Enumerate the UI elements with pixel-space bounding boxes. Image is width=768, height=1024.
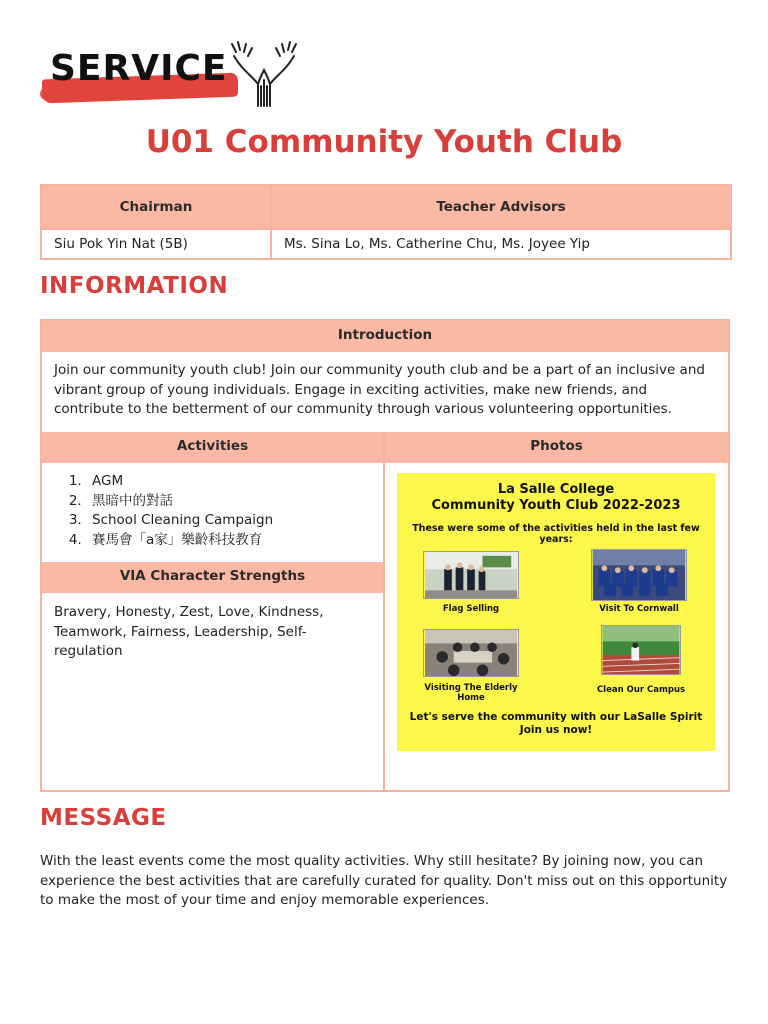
photos-header: Photos — [385, 432, 728, 463]
poster-footer-line2: Join us now! — [519, 724, 593, 736]
logo-word: SERVICE — [50, 48, 228, 89]
activities-column — [42, 463, 385, 790]
via-header: VIA Character Strengths — [42, 562, 383, 593]
activities-list — [86, 472, 383, 550]
club-poster — [397, 473, 715, 751]
list-item: 3. School Cleaning Campaign — [86, 511, 383, 531]
page-title: U01 Community Youth Club — [145, 124, 623, 160]
information-box — [40, 319, 730, 792]
list-item: 2. 黑暗中的對話 — [86, 492, 383, 512]
leadership-table — [40, 184, 732, 260]
introduction-text: Join our community youth club! Join our community youth club and be a part of an inclusive and vibrant group of young individuals. Engage in exciting activities, make new friends, and contribute to the betterment of our community through various volunteering opportunities. — [54, 362, 705, 417]
chairman-header: Chairman — [41, 185, 271, 229]
activities-photos-header-row — [42, 432, 728, 463]
list-item: 1. AGM — [86, 472, 383, 492]
logo-brush-stroke-tail — [40, 88, 120, 100]
poster-club-title: Community Youth Club 2022-2023 — [431, 498, 681, 513]
raised-hands-icon — [228, 40, 300, 108]
poster-school: La Salle College — [497, 482, 615, 497]
caption-visit-cornwall: Visit To Cornwall — [599, 604, 679, 614]
chairman-value: Siu Pok Yin Nat (5B) — [41, 229, 271, 259]
caption-flag-selling: Flag Selling — [442, 604, 500, 614]
poster-footer — [397, 711, 715, 737]
visit-cornwall-photo — [591, 549, 687, 601]
elderly-home-photo — [423, 629, 519, 677]
list-item: 4. 賽馬會「a家」樂齡科技教育 — [86, 531, 383, 551]
caption-clean-campus: Clean Our Campus — [596, 685, 686, 695]
via-text: Bravery, Honesty, Zest, Love, Kindness, Teamwork, Fairness, Leadership, Self-regulation — [54, 604, 324, 659]
clean-campus-photo — [601, 625, 681, 675]
photos-column — [385, 463, 728, 790]
caption-elderly-home: Visiting The Elderly Home — [424, 683, 518, 703]
advisors-value: Ms. Sina Lo, Ms. Catherine Chu, Ms. Joyee Yip — [271, 229, 731, 259]
flag-selling-photo — [423, 551, 519, 599]
message-text: With the least events come the most quality activities. Why still hesitate? By joining now, you can experience the best activities that are carefully curated for quality. Don't miss out on this opportunity to make the most of your time and enjoy memorable experiences. — [40, 853, 728, 908]
message-heading: MESSAGE — [40, 805, 167, 831]
activities-header: Activities — [42, 432, 385, 463]
poster-subtitle: These were some of the activities held in the last few years: — [412, 523, 700, 545]
service-logo — [40, 40, 300, 108]
information-heading: INFORMATION — [40, 273, 229, 299]
advisors-header: Teacher Advisors — [271, 185, 731, 229]
introduction-header: Introduction — [42, 321, 728, 352]
poster-footer-line1: Let's serve the community with our LaSalle Spirit — [409, 711, 703, 723]
